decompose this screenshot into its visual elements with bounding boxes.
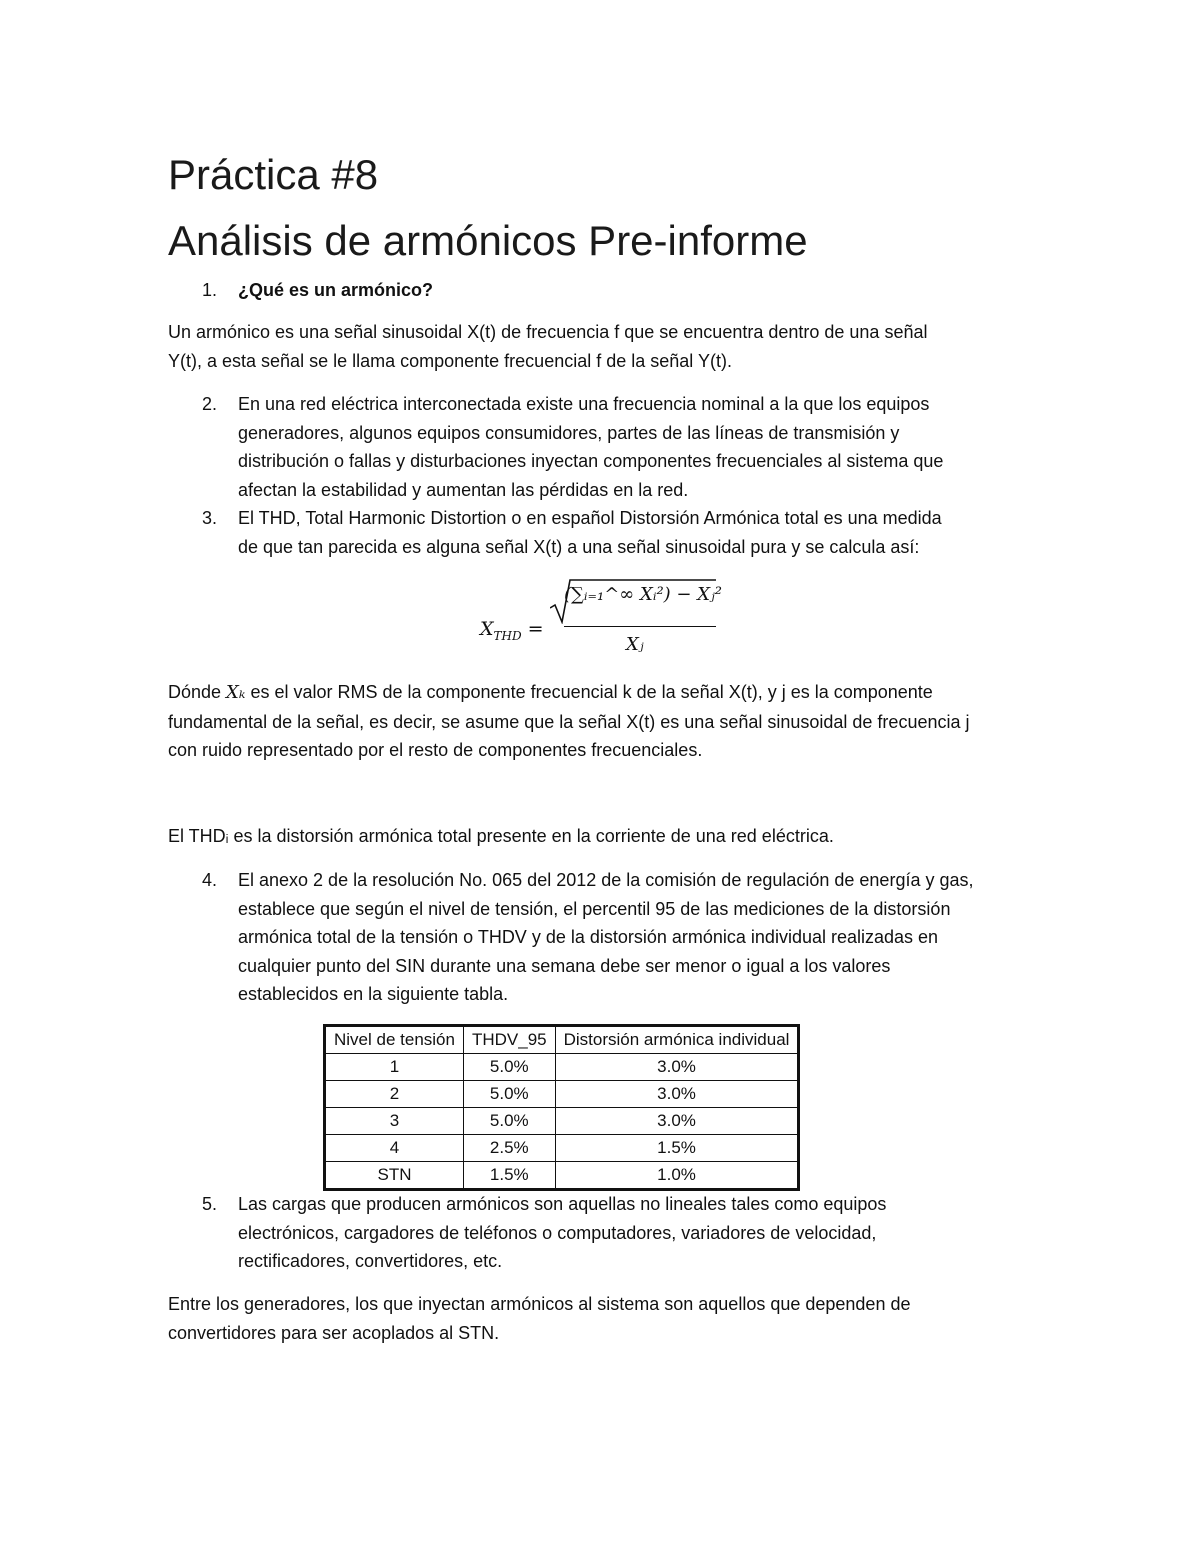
text-line: fundamental de la señal, es decir, se asume que la señal X(t) es una señal sinusoidal de frecuencia j xyxy=(168,711,970,732)
text-line: rectificadores, convertidores, etc. xyxy=(238,1251,503,1271)
document-title: Práctica #8 xyxy=(168,151,379,198)
text-line: afectan la estabilidad y aumentan las pérdidas en la red. xyxy=(238,479,689,500)
variable-xk: Xₖ xyxy=(226,682,246,703)
text-line: Las cargas que producen armónicos son aquellas no lineales tales como equipos xyxy=(238,1194,887,1214)
table-header-row xyxy=(325,1026,799,1054)
text-line: distribución o fallas y disturbaciones inyectan componentes frecuenciales al sistema que xyxy=(238,451,944,471)
table-cell: 4 xyxy=(325,1135,464,1162)
explanation-paragraph xyxy=(168,678,1048,765)
table-row xyxy=(325,1081,799,1108)
closing-paragraph xyxy=(168,1290,1048,1347)
text-line: establece que según el nivel de tensión, el percentil 95 de las mediciones de la distorsión xyxy=(238,898,951,919)
table-header-cell: Nivel de tensión xyxy=(325,1026,464,1054)
text-line: electrónicos, cargadores de teléfonos o computadores, variadores de velocidad, xyxy=(238,1222,877,1243)
table-cell: 3.0% xyxy=(555,1054,799,1081)
text-line: es el valor RMS de la componente frecuencial k de la señal X(t), y j es la componente xyxy=(245,682,933,702)
text-line: Dónde xyxy=(168,682,227,702)
list-item-text xyxy=(238,390,1038,504)
table-cell: 3.0% xyxy=(555,1108,799,1135)
text-line: con ruido representado por el resto de componentes frecuenciales. xyxy=(168,740,703,760)
text-line: cualquier punto del SIN durante una semana debe ser menor o igual a los valores xyxy=(238,955,891,976)
fraction-bar xyxy=(564,626,716,627)
list-number: 2. xyxy=(202,394,218,414)
table-header-cell: THDV_95 xyxy=(463,1026,555,1054)
text-line: El anexo 2 de la resolución No. 065 del 2012 de la comisión de regulación de energía y gas, xyxy=(238,870,974,890)
table-cell: 2 xyxy=(325,1081,464,1108)
table-cell: 5.0% xyxy=(463,1054,555,1081)
table-cell: STN xyxy=(325,1162,464,1190)
list-number: 4. xyxy=(202,870,218,890)
table-cell: 1 xyxy=(325,1054,464,1081)
list-number: 5. xyxy=(202,1194,218,1214)
text-line: Entre los generadores, los que inyectan armónicos al sistema son aquellos que dependen de xyxy=(168,1294,911,1314)
table-cell: 1.0% xyxy=(555,1162,799,1190)
table-cell: 1.5% xyxy=(463,1162,555,1190)
table-cell: 5.0% xyxy=(463,1081,555,1108)
list-number: 1. xyxy=(202,280,218,300)
table-row xyxy=(325,1135,799,1162)
table-row xyxy=(325,1054,799,1081)
document-subtitle: Análisis de armónicos Pre-informe xyxy=(168,217,808,264)
text-line: armónica total de la tensión o THDV y de la distorsión armónica individual realizadas en xyxy=(238,927,939,947)
text-line: En una red eléctrica interconectada existe una frecuencia nominal a la que los equipos xyxy=(238,394,930,414)
text-line: de que tan parecida es alguna señal X(t) a una señal sinusoidal pura y se calcula así: xyxy=(238,536,920,557)
text-line: convertidores para ser acoplados al STN. xyxy=(168,1322,500,1343)
list-number: 3. xyxy=(202,508,218,528)
list-item-text xyxy=(238,866,1038,1009)
table-row xyxy=(325,1162,799,1190)
thd-formula xyxy=(480,578,740,662)
answer-line: Un armónico es una señal sinusoidal X(t) de frecuencia f que se encuentra dentro de una señal xyxy=(168,322,928,342)
formula-numerator: (∑ᵢ₌₁^∞ Xᵢ²) − Xⱼ² xyxy=(564,584,722,605)
table-header-cell: Distorsión armónica individual xyxy=(555,1026,799,1054)
list-item-text xyxy=(238,1190,1038,1276)
thdi-paragraph: El THDᵢ es la distorsión armónica total presente en la corriente de una red eléctrica. xyxy=(168,826,834,846)
text-line: establecidos en la siguiente tabla. xyxy=(238,984,509,1004)
answer-line: Y(t), a esta señal se le llama componente frecuencial f de la señal Y(t). xyxy=(168,350,732,371)
text-line: generadores, algunos equipos consumidores, partes de las líneas de transmisión y xyxy=(238,422,900,443)
list-item-text xyxy=(238,504,1038,561)
table-cell: 5.0% xyxy=(463,1108,555,1135)
formula-denominator: Xⱼ xyxy=(626,634,644,655)
answer-paragraph xyxy=(168,318,1048,375)
question-text: ¿Qué es un armónico? xyxy=(238,280,434,300)
thd-limits-table xyxy=(323,1024,800,1191)
text-line: El THD, Total Harmonic Distortion o en español Distorsión Armónica total es una medida xyxy=(238,508,942,528)
table-cell: 3 xyxy=(325,1108,464,1135)
table-cell: 3.0% xyxy=(555,1081,799,1108)
formula-lhs: $X_{THD}$ = xyxy=(480,618,544,643)
table-row xyxy=(325,1108,799,1135)
table-cell: 1.5% xyxy=(555,1135,799,1162)
table-cell: 2.5% xyxy=(463,1135,555,1162)
